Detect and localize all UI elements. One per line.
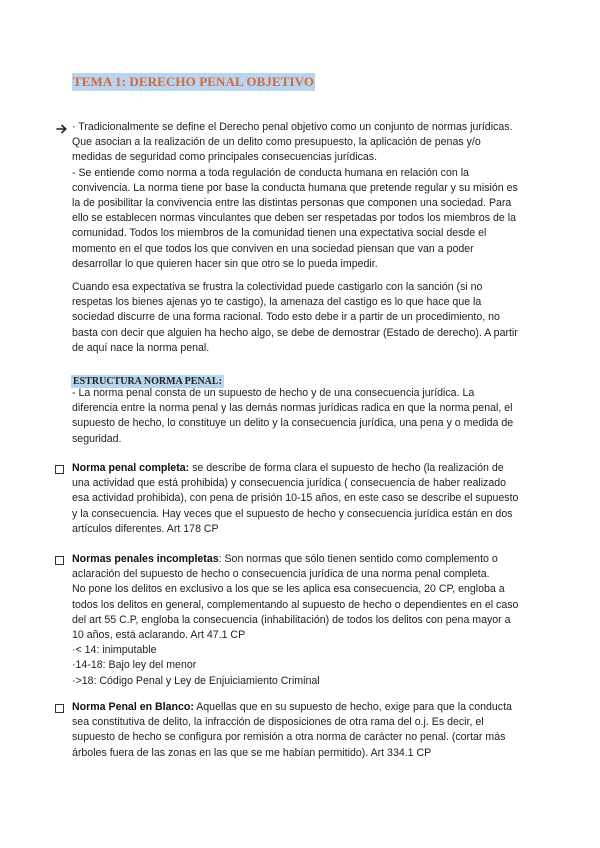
text-line: comunidad. Todos los miembros de la comunidad tienen una expectativa social desde el [72,227,487,240]
text-line: artículos diferentes. Art 178 CP [72,522,219,535]
arrow-right-icon [56,123,68,135]
text-line [72,552,518,567]
text-line: sociedad discurre de una forma racional. Todo esto debe ir a partir de un procedimiento, no [72,311,500,324]
text-line: sea constitutiva de delito, la infracción de disposiciones de otra rama del o.j. Es decir, el [72,716,484,729]
text-line: desarrollar lo que quieren hacer sin que otro se lo pueda impedir. [72,257,378,270]
text-line: y la consecuencia. Hay veces que el supuesto de hecho y consecuencia jurídica están en dos [72,507,513,520]
item-text: : Son normas que sólo tienen sentido como complemento o [218,553,498,565]
normas-incompletas-item [72,552,518,689]
text-line: supuesto de hecho se configura por remisión a otra norma de carácter no penal. (cortar más [72,731,506,744]
text-line: medidas de seguridad como principales consecuencias jurídicas. [72,151,378,164]
text-line: diferencia entre la norma penal y las demás normas jurídicas radica en que la norma penal, el [72,402,513,415]
item-text: Aquellas que en su supuesto de hecho, exige para que la conducta [193,701,512,713]
checkbox-norma-completa[interactable] [55,465,64,474]
text-line: una actividad que está prohibida) y consecuencia jurídica ( consecuencia de haber realizado [72,477,507,490]
norma-completa-item [72,461,518,537]
text-line: basta con decir que alguien ha hecho algo, se debe de demostrar (Estado de derecho). A partir [72,326,518,339]
text-line: supuesto de hecho, lo constituye un delito y la consecuencia jurídica, una pena y o medida de [72,417,514,430]
item-term: Normas penales incompletas [72,553,219,565]
text-line: ello se establecen normas vinculantes que deben ser respetadas por todos los miembros de la [72,212,517,225]
text-line [72,700,512,715]
text-line: ·14-18: Bajo ley del menor [72,659,197,672]
expectation-paragraph [72,280,518,356]
item-text: se describe de forma clara el supuesto de hecho (la realización de [189,462,504,474]
text-line: árboles fuera de las zonas en las que se me habían permitido). Art 334.1 CP [72,746,432,759]
text-line [72,461,518,476]
text-line: del art 55 C.P, engloba la consecuencia (inhabilitación) de todos los delitos con pena mayor a [72,613,511,626]
item-term: Norma penal completa: [72,462,190,474]
title-block [72,73,315,91]
text-line: Cuando esa expectativa se frustra la colectividad puede castigarlo con la sanción (si no [72,281,483,293]
checkbox-normas-incompletas[interactable] [55,556,64,565]
text-line: convivencia. La norma tiene por base la conducta humana que pretende regular y su misión es [72,181,518,194]
page-title: TEMA 1: DERECHO PENAL OBJETIVO [73,74,315,89]
norma-blanco-item [72,700,512,761]
text-line: ·>18: Código Penal y Ley de Enjuiciamiento Criminal [72,674,320,687]
text-line: la de posibilitar la convivencia entre las distintas personas que componen una sociedad. Para [72,197,512,210]
intro-paragraph [72,120,518,272]
text-line: 10 años, está aclarando. Art 47.1 CP [72,629,246,642]
section-heading: ESTRUCTURA NORMA PENAL: [73,376,222,387]
structure-paragraph [72,386,513,447]
text-line: No pone los delitos en exclusivo a los que se les aplica esa consecuencia, 20 CP, engloba a [72,583,505,596]
text-line: seguridad. [72,432,122,445]
item-term: Norma Penal en Blanco: [72,701,194,713]
text-line: · Tradicionalmente se define el Derecho penal objetivo como un conjunto de normas jurídicas. [72,121,513,133]
text-line: esa actividad prohibida), con pena de prisión 10-15 años, en este caso se describe el supuesto [72,492,519,505]
text-line: ·< 14: inimputable [72,644,157,657]
text-line: - Se entiende como norma a toda regulación de conducta humana en relación con la [72,166,469,179]
text-line: todos los delitos en general, complementando al supuesto de hecho o dependientes en el caso [72,598,519,611]
text-line: - La norma penal consta de un supuesto de hecho y de una consecuencia jurídica. La [72,387,475,399]
text-line: de aquí nace la norma penal. [72,341,210,354]
text-line: respetas los bienes ajenas yo te castigo), la amenaza del castigo es lo que hace que la [72,296,482,309]
text-line: Que asocian a la realización de un delito como presupuesto, la aplicación de penas y/o [72,136,481,149]
text-line: momento en el que todos los que conviven en una sociedad piensan que van a poder [72,242,474,255]
checkbox-norma-blanco[interactable] [55,704,64,713]
text-line: aclaración del supuesto de hecho o consecuencia jurídica de una norma penal completa. [72,568,490,581]
